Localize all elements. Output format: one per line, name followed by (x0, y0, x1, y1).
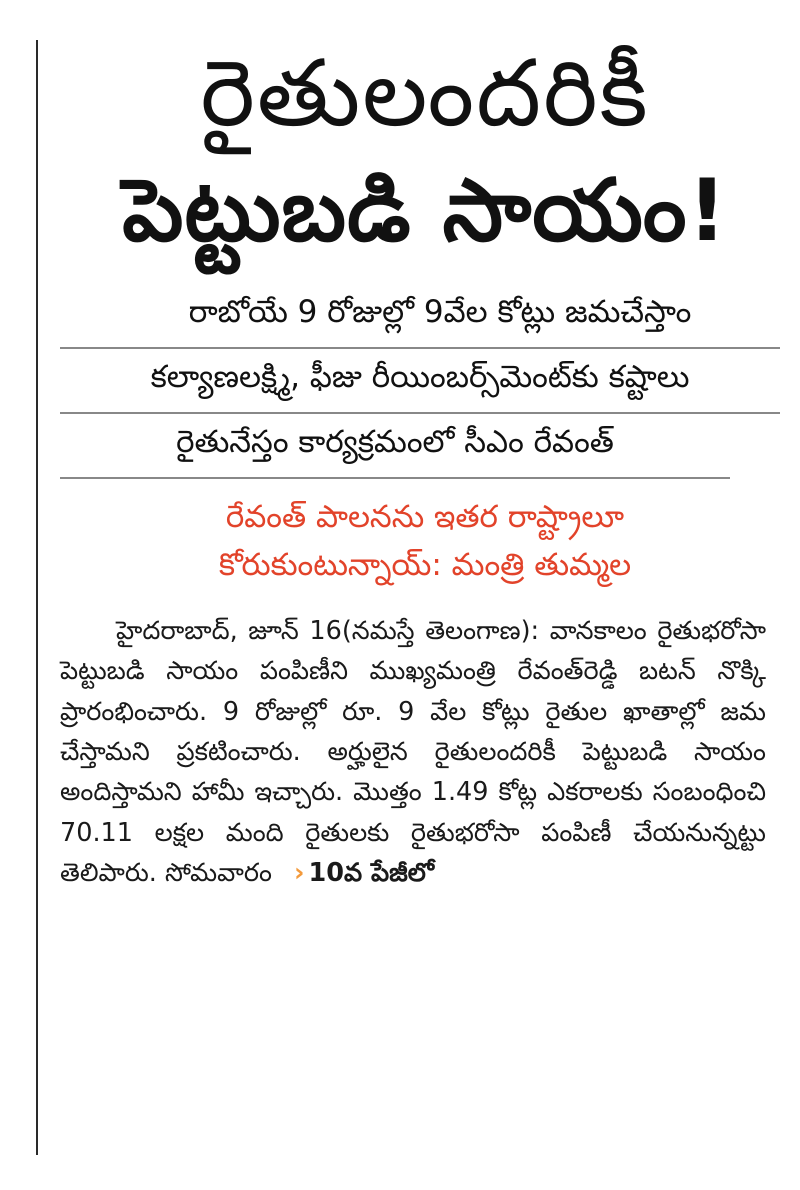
continued-on-page-label: 10వ పేజీలో (308, 857, 435, 888)
kicker-line-1: రేవంత్ పాలనను ఇతర రాష్ట్రాలూ (225, 499, 625, 535)
headline-line-2: పెట్టుబడి సాయం! (122, 161, 728, 261)
headline (60, 40, 790, 261)
continued-on-page-link[interactable] (294, 858, 434, 888)
column-rule (36, 40, 38, 1155)
news-article (60, 40, 790, 919)
subheadline-2: కల్యాణలక్ష్మి, ఫీజు రీయింబర్స్‌మెంట్‌కు కష్టాలు (60, 349, 780, 414)
subheadline-1: రాబోయే 9 రోజుల్లో 9వేల కోట్లు జమచేస్తాం (60, 284, 780, 349)
kicker-line-2: కోరుకుంటున్నాయ్: మంత్రి తుమ్మల (218, 547, 632, 584)
kicker-quote (60, 493, 790, 589)
article-body (60, 611, 790, 893)
article-body-text: హైదరాబాద్, జూన్ 16(నమస్తే తెలంగాణ): వానకాలం రైతుభరోసా పెట్టుబడి సాయం పంపిణీని ముఖ్యమంత్రి రేవంత్‌రెడ్డి బటన్ నొక్కి ప్రారంభించారు. 9 రోజుల్లో రూ. 9 వేల కోట్లు రైతుల ఖాతాల్లో జమ చేస్తామని ప్రకటించారు. అర్హులైన రైతులందరికీ పెట్టుబడి సాయం అందిస్తామని హామీ ఇచ్చారు. మొత్తం 1.49 కోట్ల ఎకరాలకు సంబంధించి 70.11 లక్షల మంది రైతులకు రైతుభరోసా పంపిణీ చేయనున్నట్టు తెలిపారు. సోమవారం (60, 616, 767, 888)
subheadline-3: రైతునేస్తం కార్యక్రమంలో సీఎం రేవంత్ (60, 414, 730, 479)
subheadline-list (60, 284, 790, 479)
chevron-right-icon: › (294, 857, 305, 888)
headline-line-1: రైతులందరికీ (200, 40, 650, 147)
